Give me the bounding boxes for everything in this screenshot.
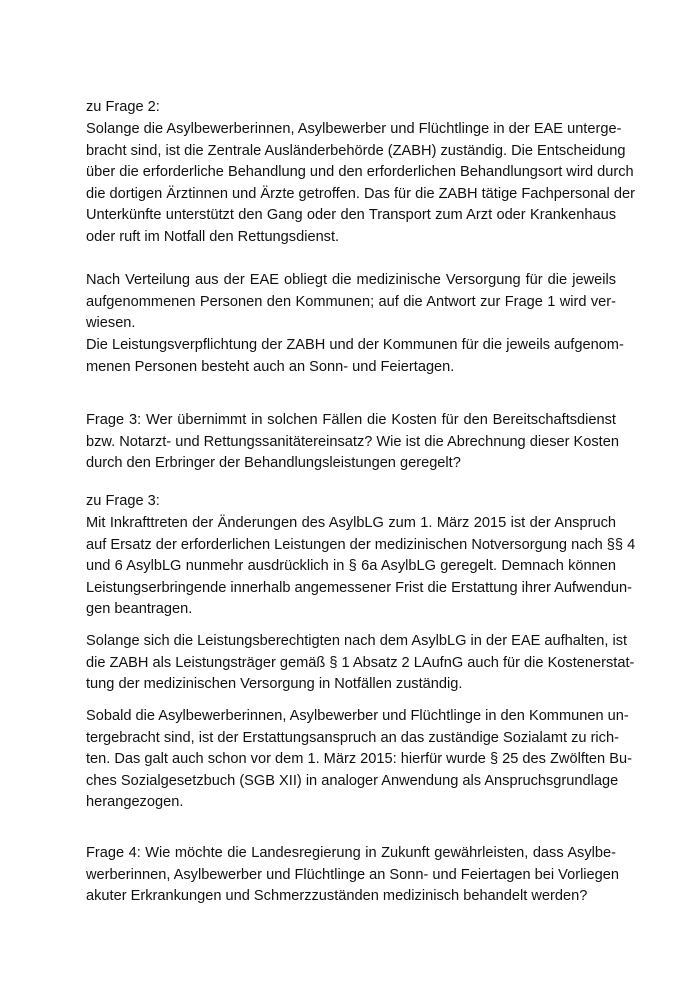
answer-3-paragraph-2 [86,631,635,696]
text-line: Frage 4: Wie möchte die Landesregierung in Zukunft gewährleisten, dass Asylbe- [86,845,616,861]
text-line: über die erforderliche Behandlung und den erforderlichen Behandlungsort wird durch [86,164,634,181]
question-3 [86,410,619,475]
text-line: die ZABH als Leistungsträger gemäß § 1 Absatz 2 LAufnG auch für die Kostenerstat- [86,654,635,671]
text-line: Frage 3: Wer übernimmt in solchen Fällen die Kosten für den Bereitschaftsdienst [86,412,616,428]
text-line: Leistungserbringende innerhalb angemessener Frist die Erstattung ihrer Aufwendun- [86,579,632,596]
text-line: Mit Inkrafttreten der Änderungen des AsylbLG zum 1. März 2015 ist der Anspruch [86,515,616,531]
answer-2-paragraph-1 [86,119,635,249]
text-line: ches Sozialgesetzbuch (SGB XII) in analoger Anwendung als Anspruchsgrundlage [86,772,619,789]
text-line: bracht sind, ist die Zentrale Ausländerbehörde (ZABH) zuständig. Die Entscheidung [86,142,626,159]
text-line: Nach Verteilung aus der EAE obliegt die medizinische Versorgung für die jeweils [86,272,616,288]
text-line: wiesen. [86,315,136,332]
answer-2-paragraph-2 [86,270,616,335]
text-line: tergebracht sind, ist der Erstattungsanspruch an das zuständige Sozialamt zu rich- [86,729,619,746]
text-line: werberinnen, Asylbewerber und Flüchtlinge an Sonn- und Feiertagen bei Vorliegen [86,866,620,883]
text-line: aufgenommenen Personen den Kommunen; auf die Antwort zur Frage 1 wird ver- [86,293,616,310]
text-line: zu Frage 3: [86,493,160,509]
text-line: menen Personen besteht auch an Sonn- und Feiertagen. [86,358,455,375]
text-line: zu Frage 2: [86,99,160,115]
text-line: Solange die Asylbewerberinnen, Asylbewerber und Flüchtlinge in der EAE unterge- [86,121,622,137]
text-line: akuter Erkrankungen und Schmerzzuständen medizinisch behandelt werden? [86,888,588,905]
answer-3-heading [86,491,616,513]
text-line: Solange sich die Leistungsberechtigten nach dem AsylbLG in der EAE aufhalten, ist [86,633,628,649]
text-line: herangezogen. [86,794,184,811]
text-line: gen beantragen. [86,601,193,618]
answer-2-paragraph-3 [86,335,624,378]
text-line: oder ruft im Notfall den Rettungsdienst. [86,228,340,245]
answer-3-paragraph-3 [86,706,632,814]
answer-2-heading [86,97,616,119]
text-line: Die Leistungsverpflichtung der ZABH und der Kommunen für die jeweils aufgenom- [86,337,624,353]
question-4 [86,843,620,908]
text-line: Unterkünfte unterstützt den Gang oder den Transport zum Arzt oder Krankenhaus [86,207,616,224]
text-line: bzw. Notarzt- und Rettungssanitätereinsatz? Wie ist die Abrechnung dieser Kosten [86,433,619,450]
text-line: und 6 AsylbLG nunmehr ausdrücklich in § 6a AsylbLG geregelt. Demnach können [86,558,616,575]
text-line: die dortigen Ärztinnen und Ärzte getroffen. Das für die ZABH tätige Fachpersonal der [86,185,635,202]
text-line: Sobald die Asylbewerberinnen, Asylbewerber und Flüchtlinge in den Kommunen un- [86,708,629,724]
text-line: ten. Das galt auch schon vor dem 1. März 2015: hierfür wurde § 25 des Zwölften Bu- [86,751,632,768]
text-line: durch den Erbringer der Behandlungsleistungen geregelt? [86,455,461,472]
text-line: tung der medizinischen Versorgung in Notfällen zuständig. [86,676,463,693]
answer-3-paragraph-1 [86,513,636,621]
text-line: auf Ersatz der erforderlichen Leistungen der medizinischen Notversorgung nach §§ 4 [86,536,636,553]
